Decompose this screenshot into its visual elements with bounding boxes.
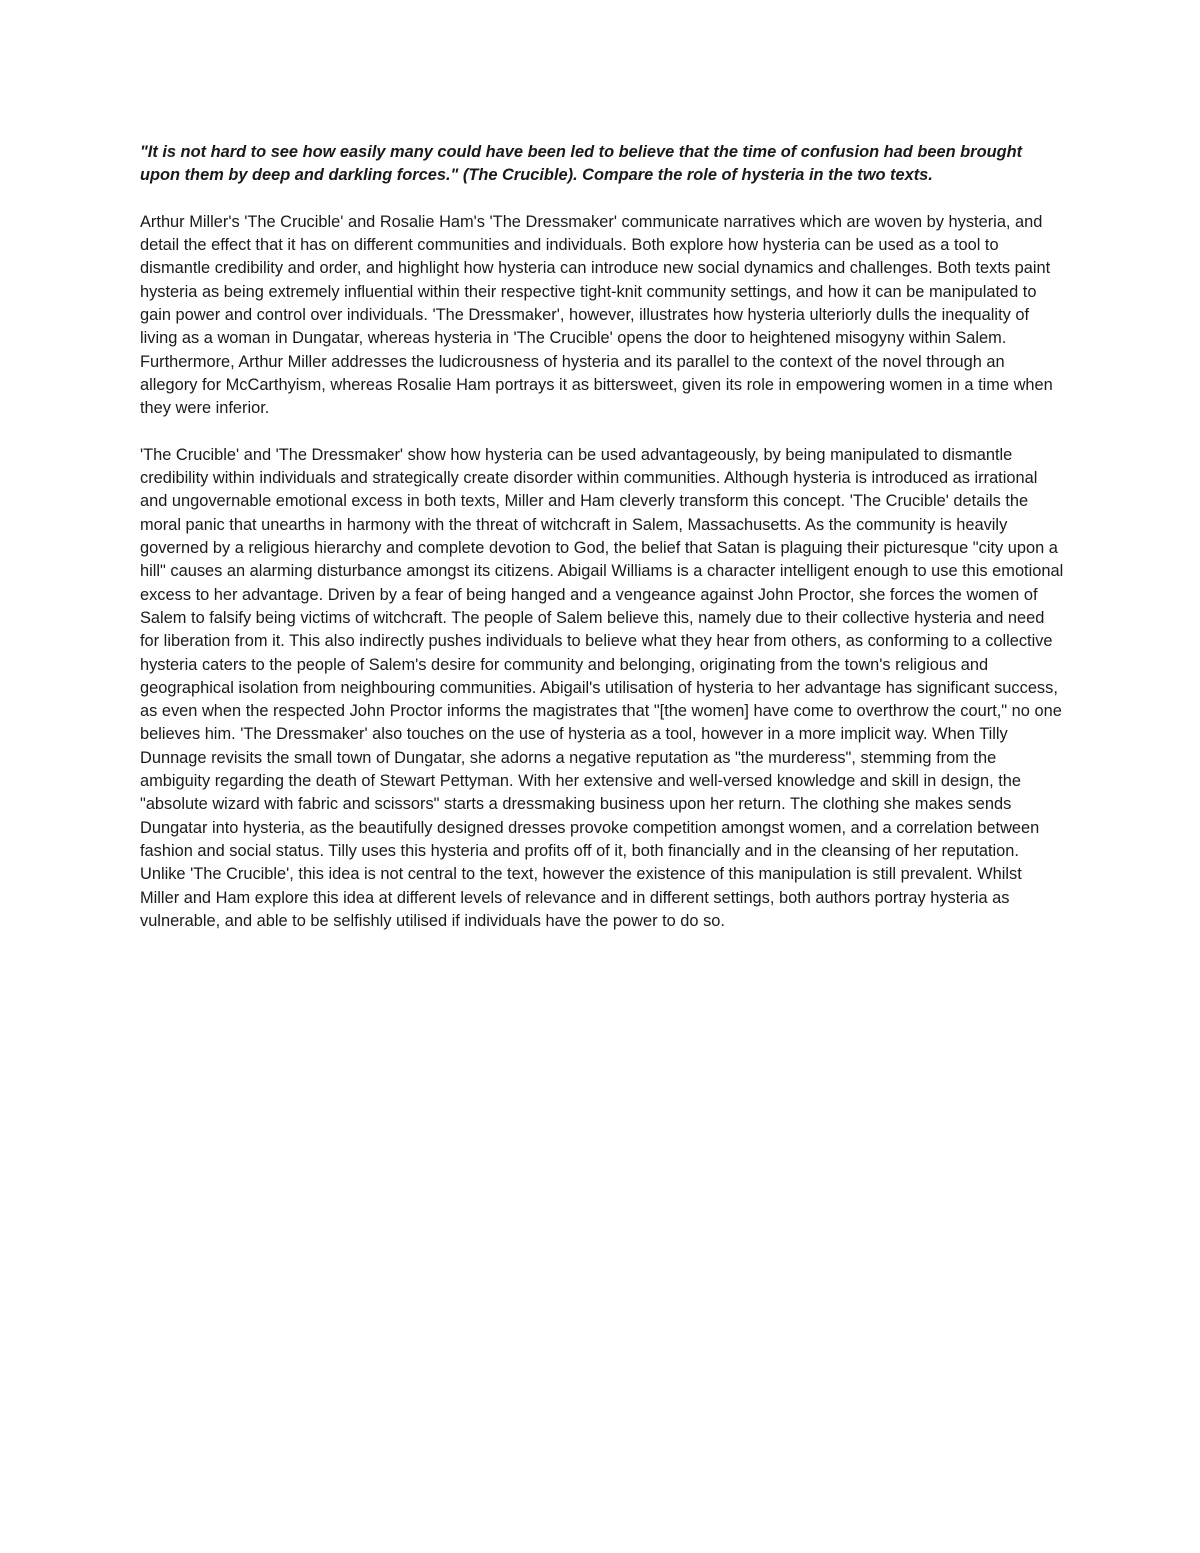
- paragraph-introduction: Arthur Miller's 'The Crucible' and Rosalie Ham's 'The Dressmaker' communicate narratives which are woven by hysteria, and detail the effect that it has on different communities and individuals. Both explore how hysteria can be used as a tool to dismantle credibility and order, and highlight how hysteria can introduce new social dynamics and challenges. Both texts paint hysteria as being extremely influential within their respective tight-knit community settings, and how it can be manipulated to gain power and control over individuals. 'The Dressmaker', however, illustrates how hysteria ulteriorly dulls the inequality of living as a woman in Dungatar, whereas hysteria in 'The Crucible' opens the door to heightened misogyny within Salem. Furthermore, Arthur Miller addresses the ludicrousness of hysteria and its parallel to the context of the novel through an allegory for McCarthyism, whereas Rosalie Ham portrays it as bittersweet, given its role in empowering women in a time when they were inferior.: [140, 212, 1053, 418]
- essay-prompt: "It is not hard to see how easily many could have been led to believe that the time of confusion had been brought upon them by deep and darkling forces." (The Crucible). Compare the role of hysteria in the two texts.: [140, 143, 1023, 185]
- paragraph-body-1: 'The Crucible' and 'The Dressmaker' show how hysteria can be used advantageously, by being manipulated to dismantle credibility within individuals and strategically create disorder within communities. Although hysteria is introduced as irrational and ungovernable emotional excess in both texts, Miller and Ham cleverly transform this concept. 'The Crucible' details the moral panic that unearths in harmony with the threat of witchcraft in Salem, Massachusetts. As the community is heavily governed by a religious hierarchy and complete devotion to God, the belief that Satan is plaguing their picturesque "city upon a hill" causes an alarming disturbance amongst its citizens. Abigail Williams is a character intelligent enough to use this emotional excess to her advantage. Driven by a fear of being hanged and a vengeance against John Proctor, she forces the women of Salem to falsify being victims of witchcraft. The people of Salem believe this, namely due to their collective hysteria and need for liberation from it. This also indirectly pushes individuals to believe what they hear from others, as conforming to a collective hysteria caters to the people of Salem's desire for community and belonging, originating from the town's religious and geographical isolation from neighbouring communities. Abigail's utilisation of hysteria to her advantage has significant success, as even when the respected John Proctor informs the magistrates that "[the women] have come to overthrow the court," no one believes him. 'The Dressmaker' also touches on the use of hysteria as a tool, however in a more implicit way. When Tilly Dunnage revisits the small town of Dungatar, she adorns a negative reputation as "the murderess", stemming from the ambiguity regarding the death of Stewart Pettyman. With her extensive and well-versed knowledge and skill in design, the "absolute wizard with fabric and scissors" starts a dressmaking business upon her return. The clothing she makes sends Dungatar into hysteria, as the beautifully designed dresses provoke competition amongst women, and a correlation between fashion and social status. Tilly uses this hysteria and profits off of it, both financially and in the cleansing of her reputation. Unlike 'The Crucible', this idea is not central to the text, however the existence of this manipulation is still prevalent. Whilst Miller and Ham explore this idea at different levels of relevance and in different settings, both authors portray hysteria as vulnerable, and able to be selfishly utilised if individuals have the power to do so.: [140, 445, 1064, 930]
- document-body: [140, 141, 1065, 956]
